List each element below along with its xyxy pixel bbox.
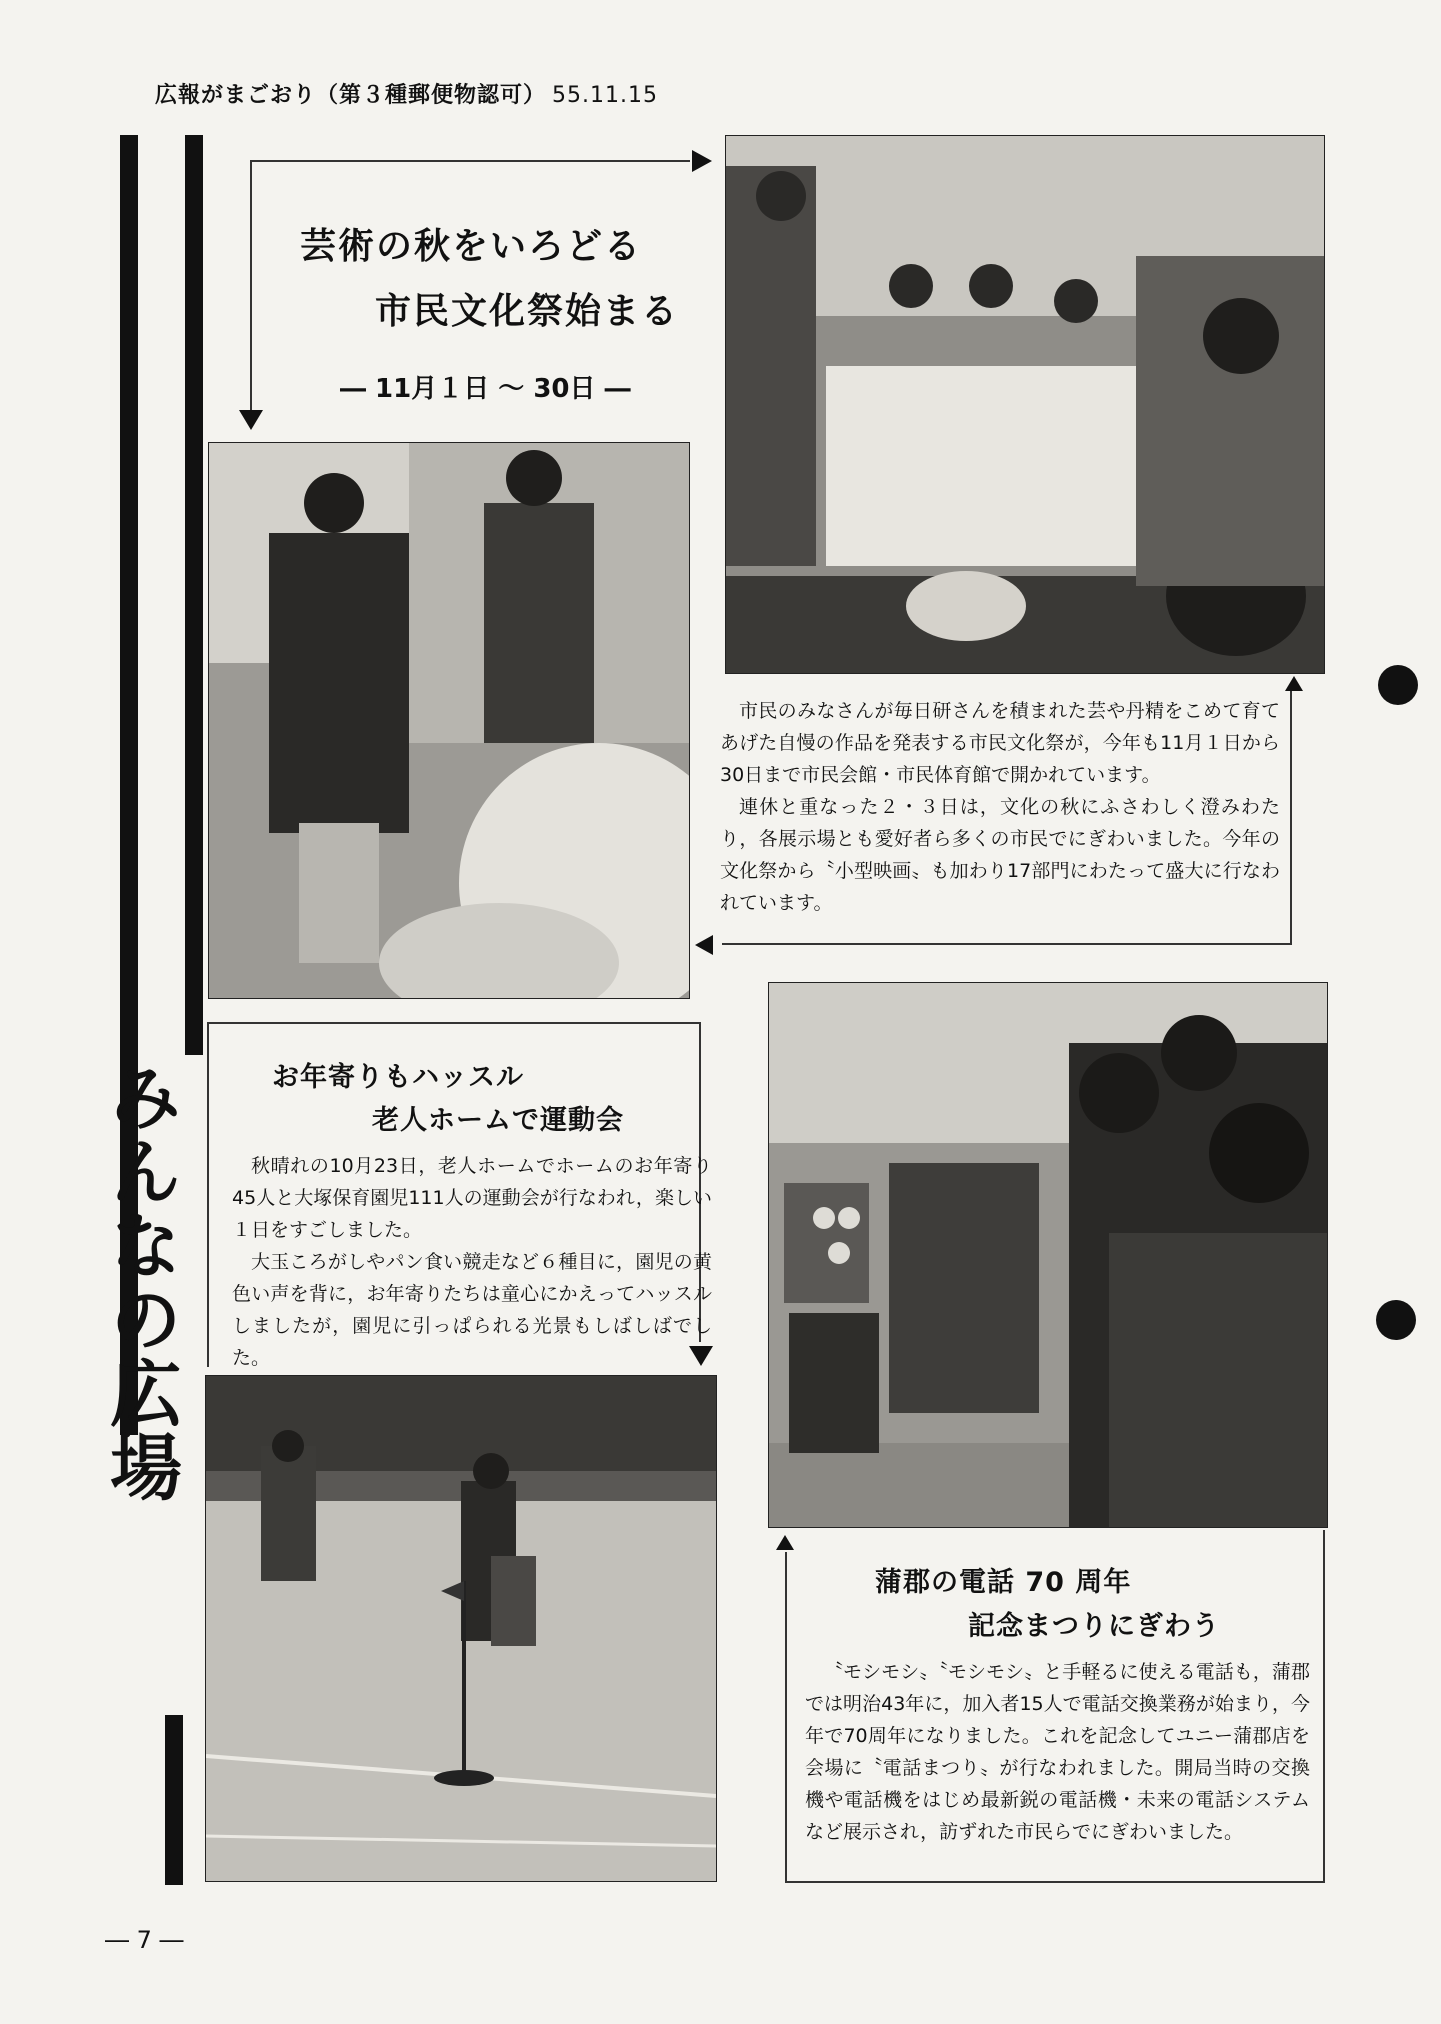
culture-paragraph-1: 市民のみなさんが毎日研さんを積まれた芸や丹精をこめて育てあげた自慢の作品を発表する市民文化祭が，今年も11月１日から30日まで市民会館・市民体育館で開かれています。: [720, 700, 1280, 786]
culture-bracket-left: [250, 160, 252, 410]
phone-paragraph-1: 〝モシモシ〟〝モシモシ〟と手軽るに使える電話も，蒲郡では明治43年に，加入者15人で電話交換業務が始まり，今年で70周年になりました。これを記念してユニー蒲郡店を会場に〝電話まつり〟が行なわれました。開局当時の交換機や電話機をはじめ最新鋭の電話機・未来の電話システムなど展示され，訪ずれた市民らでにぎわいました。: [805, 1661, 1310, 1843]
page-number: ― 7 ―: [105, 1926, 184, 1954]
arrow-right-icon: [692, 150, 712, 172]
sports-caption: [232, 1150, 712, 1374]
phone-title-line1: 蒲郡の電話 70 周年: [875, 1567, 1132, 1598]
sports-frame-left: [207, 1022, 209, 1367]
section-title: みんなの広場: [98, 1060, 182, 1504]
culture-bracket-top: [250, 160, 690, 162]
left-bar-inner-lower: [165, 1715, 183, 1885]
arrow-up-icon: [776, 1535, 794, 1550]
telephone-exhibit-photo: [768, 982, 1328, 1528]
publication-name: 広報がまごおり（第３種郵便物認可）: [155, 83, 547, 108]
punch-hole-top: [1378, 665, 1418, 705]
sports-title-line2: 老人ホームで運動会: [372, 1105, 624, 1136]
culture-title-line1: 芸術の秋をいろどる: [300, 226, 643, 267]
culture-caption-frame-right: [1290, 686, 1292, 944]
masthead: [155, 78, 658, 109]
culture-caption-frame-bottom: [722, 943, 1292, 945]
punch-hole-bottom: [1376, 1300, 1416, 1340]
chrysanthemum-exhibit-photo: [208, 442, 690, 999]
sports-paragraph-2: 大玉ころがしやパン食い競走など６種目に，園児の黄色い声を背に，お年寄りたちは童心にかえってハッスルしましたが，園児に引っぱられる光景もしばしばでした。: [232, 1251, 712, 1369]
phone-title-line2: 記念まつりにぎわう: [968, 1611, 1220, 1642]
tea-ceremony-photo: [725, 135, 1325, 674]
sports-frame-top: [207, 1022, 699, 1024]
culture-caption: [720, 695, 1280, 919]
culture-paragraph-2: 連休と重なった２・３日は，文化の秋にふさわしく澄みわたり，各展示場とも愛好者ら多くの市民でにぎわいました。今年の文化祭から〝小型映画〟も加わり17部門にわたって盛大に行なわれています。: [720, 796, 1280, 914]
sports-title-line1: お年寄りもハッスル: [272, 1062, 524, 1093]
arrow-up-icon: [1285, 676, 1303, 691]
culture-dates: ― 11月１日 ～ 30日 ―: [340, 374, 631, 404]
issue-date: 55.11.15: [552, 83, 658, 108]
arrow-down-icon: [239, 410, 263, 430]
left-bar-inner: [185, 135, 203, 1055]
phone-frame-right: [1323, 1530, 1325, 1882]
phone-frame-bottom: [785, 1881, 1325, 1883]
sports-paragraph-1: 秋晴れの10月23日，老人ホームでホームのお年寄り45人と大塚保育園児111人の運動会が行なわれ，楽しい１日をすごしました。: [232, 1155, 712, 1241]
phone-frame-left: [785, 1552, 787, 1882]
culture-title-line2: 市民文化祭始まる: [375, 291, 680, 332]
sports-day-photo: [205, 1375, 717, 1882]
phone-caption: [805, 1656, 1310, 1848]
arrow-left-icon: [695, 935, 713, 955]
